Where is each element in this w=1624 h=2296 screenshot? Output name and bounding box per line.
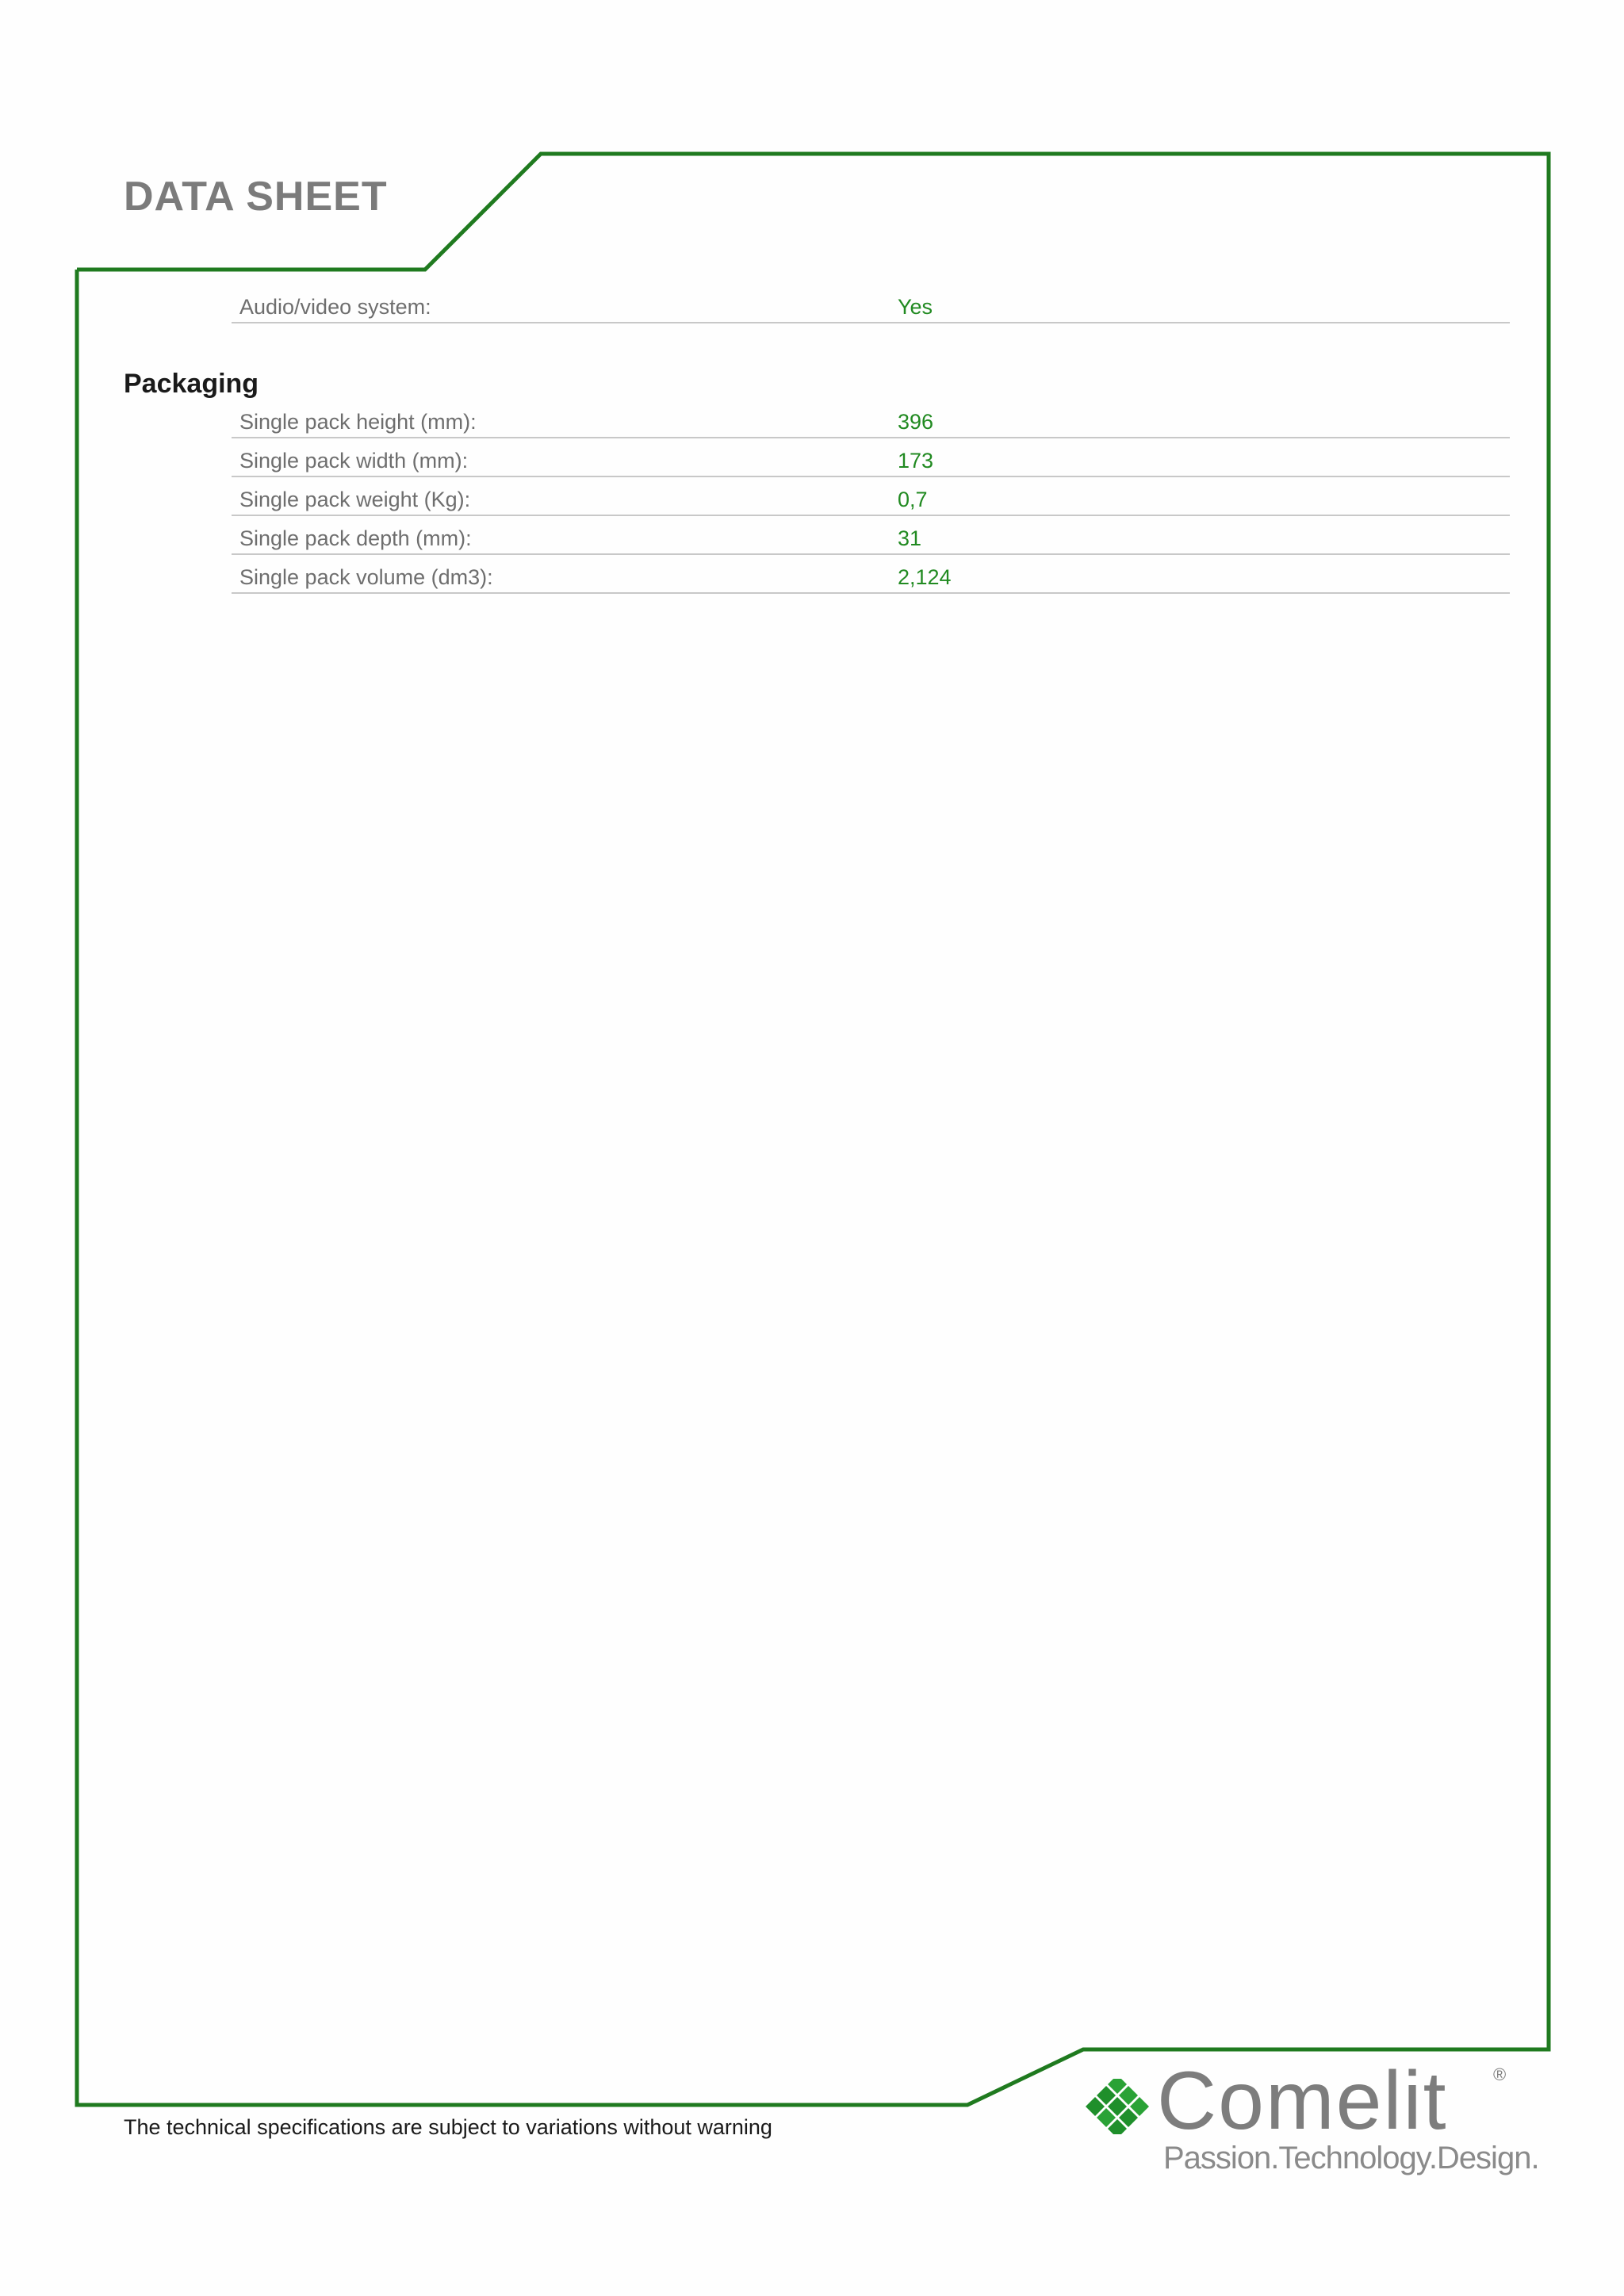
spec-label: Audio/video system: (239, 295, 431, 319)
spec-label: Single pack weight (Kg): (239, 488, 471, 511)
spec-label: Single pack volume (dm3): (239, 565, 493, 589)
disclaimer-text: The technical specifications are subject to variations without warning (124, 2115, 772, 2139)
spec-row-pack-width (232, 438, 1510, 477)
brand-tagline: Passion.Technology.Design. (1163, 2141, 1539, 2175)
spec-label: Single pack height (mm): (239, 410, 477, 434)
page-title: DATA SHEET (124, 174, 388, 220)
spec-row-pack-volume (232, 554, 1510, 594)
spec-value: 0,7 (898, 488, 928, 511)
spec-value: Yes (898, 295, 933, 319)
spec-value: 396 (898, 410, 934, 434)
spec-value: 2,124 (898, 565, 952, 589)
brand-name: Comelit (1157, 2055, 1448, 2147)
spec-row-pack-height (232, 399, 1510, 438)
spec-row-pack-depth (232, 515, 1510, 555)
comelit-diamond-icon (1082, 2079, 1155, 2134)
spec-label: Single pack width (mm): (239, 449, 469, 473)
registered-mark: ® (1493, 2064, 1507, 2084)
spec-row-audio-video (232, 284, 1510, 323)
spec-label: Single pack depth (mm): (239, 526, 472, 550)
spec-value: 173 (898, 449, 934, 473)
spec-row-pack-weight (232, 476, 1510, 516)
spec-value: 31 (898, 526, 922, 550)
packaging-heading: Packaging (124, 369, 259, 399)
comelit-logo (1082, 2055, 1539, 2182)
